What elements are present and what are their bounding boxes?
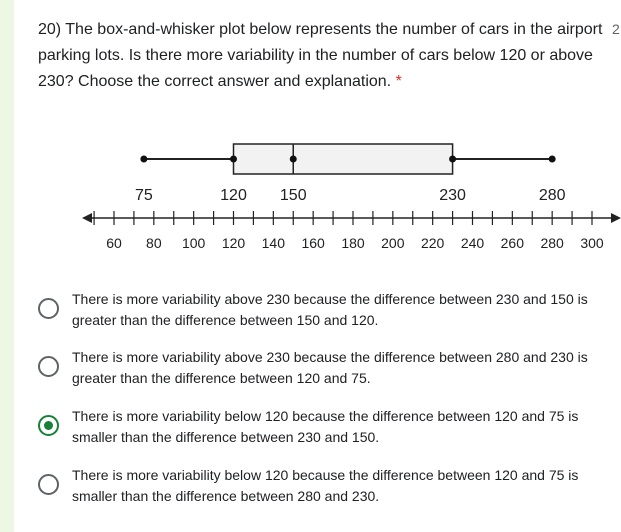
option-label-line1: There is more variability below 120 because the difference between 120 and 75 is (72, 467, 579, 483)
option-label[interactable] (72, 289, 621, 331)
axis-tick-label: 80 (146, 235, 162, 251)
value-label: 75 (134, 187, 153, 204)
median-point (290, 156, 297, 163)
question-text: 20) The box-and-whisker plot below represents the number of cars in the airport parking lots. Is there more variability in the number of cars below 120 or above 230? Choose the correct answer and explanation. (38, 21, 603, 90)
value-label: 150 (279, 187, 307, 204)
q3-point (449, 156, 456, 163)
axis-tick-label: 220 (420, 235, 445, 251)
axis-tick-label: 240 (460, 235, 485, 251)
answer-option-3[interactable] (38, 406, 621, 454)
axis-tick-label: 280 (540, 235, 564, 251)
answer-option-2[interactable] (38, 347, 621, 395)
right-arrow-icon (611, 213, 621, 223)
answer-option-4[interactable] (38, 465, 621, 513)
axis-tick-label: 180 (341, 235, 365, 251)
q1-point (230, 156, 237, 163)
option-label-line1: There is more variability above 230 because the difference between 280 and 230 is (72, 349, 588, 365)
required-asterisk: * (395, 73, 402, 90)
radio-button[interactable] (38, 356, 59, 377)
option-label-line1: There is more variability below 120 because the difference between 120 and 75 is (72, 408, 579, 424)
option-label-line1: There is more variability above 230 because the difference between 230 and 150 is (72, 291, 588, 307)
option-label-line2: greater than the difference between 150 and 120. (72, 312, 379, 328)
question-title (38, 17, 603, 95)
box-whisker-plot (70, 110, 621, 270)
axis-tick-label: 300 (580, 235, 604, 251)
radio-button[interactable] (38, 298, 59, 319)
option-label-line2: smaller than the difference between 280 and 230. (72, 488, 380, 504)
option-label[interactable] (72, 347, 621, 389)
axis-tick-label: 160 (301, 235, 325, 251)
axis-tick-label: 260 (500, 235, 525, 251)
value-label: 120 (220, 187, 247, 204)
axis-tick-label: 120 (221, 235, 246, 251)
radio-button[interactable] (38, 474, 59, 495)
option-label-line2: smaller than the difference between 230 and 150. (72, 429, 380, 445)
radio-button-selected[interactable] (38, 415, 59, 436)
option-label-line2: greater than the difference between 120 and 75. (72, 370, 371, 386)
max-point (549, 156, 556, 163)
left-arrow-icon (82, 213, 92, 223)
axis-tick-label: 100 (181, 235, 206, 251)
value-label: 280 (538, 187, 566, 204)
axis-tick-label: 60 (106, 235, 122, 251)
option-label[interactable] (72, 465, 621, 507)
min-point (140, 156, 147, 163)
value-label: 230 (439, 187, 466, 204)
axis-tick-label: 200 (381, 235, 405, 251)
option-label[interactable] (72, 406, 621, 448)
axis-tick-label: 140 (261, 235, 286, 251)
interquartile-box (234, 144, 453, 174)
answer-option-1[interactable] (38, 289, 621, 337)
points-label: 2 (612, 21, 620, 37)
left-accent-stripe (0, 0, 14, 532)
